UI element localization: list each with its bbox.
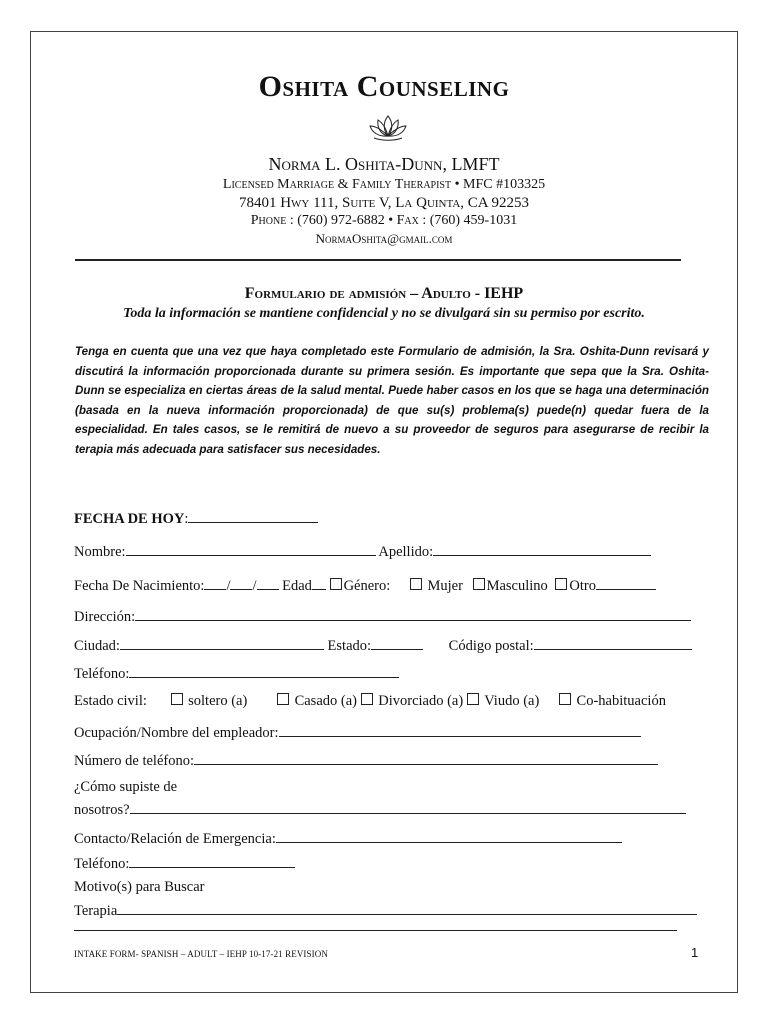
phone-field[interactable] [129, 663, 399, 678]
last-name-field[interactable] [433, 541, 651, 556]
referral-label-line2: nosotros? [74, 802, 130, 818]
phone-number-field[interactable] [194, 750, 658, 765]
address-line: 78401 Hwy 111, Suite V, La Quinta, CA 92253 [238, 195, 530, 211]
phone-label: Teléfono: [74, 666, 130, 682]
widowed-label: Viudo (a) [484, 693, 540, 709]
lotus-icon [368, 112, 408, 144]
today-date-colon: : [184, 511, 189, 527]
first-name-label: Nombre: [74, 544, 126, 560]
phone-number-label: Número de teléfono: [74, 753, 194, 769]
reason-row [74, 900, 697, 920]
intake-form-page [30, 31, 738, 993]
emergency-contact-label: Contacto/Relación de Emergencia: [74, 831, 276, 847]
today-date-field[interactable] [188, 508, 318, 523]
marital-status-label: Estado civil: [74, 693, 147, 709]
address-row [74, 606, 691, 626]
other-field[interactable] [596, 575, 656, 590]
phone-fax-line: Phone : (760) 972-6882 • Fax : (760) 459-1031 [250, 213, 518, 228]
city-row [74, 635, 692, 655]
reason-label-line1: Motivo(s) para Buscar [74, 879, 205, 895]
referral-field[interactable] [130, 799, 686, 814]
name-row [74, 541, 651, 561]
dob-row [74, 575, 656, 595]
emergency-phone-row [74, 853, 295, 873]
male-checkbox[interactable] [473, 578, 485, 590]
revision-footer: INTAKE FORM- SPANISH – ADULT – IEHP 10-17-21 REVISION [74, 949, 328, 959]
email-line: NormaOshita@gmail.com [315, 231, 453, 246]
referral-label-line1: ¿Cómo supiste de [74, 779, 178, 795]
emergency-contact-row [74, 828, 622, 848]
city-field[interactable] [120, 635, 324, 650]
gender-label: Género: [343, 578, 391, 594]
age-label: Edad [282, 578, 312, 594]
occupation-label: Ocupación/Nombre del empleador: [74, 725, 279, 741]
page-number: 1 [691, 945, 699, 960]
dob-separator: / [226, 578, 231, 594]
cohabitation-label: Co-habituación [576, 693, 666, 709]
divorced-label: Divorciado (a) [378, 693, 464, 709]
married-label: Casado (a) [294, 693, 357, 709]
marital-status-row [74, 693, 666, 710]
state-label: Estado: [327, 638, 372, 654]
single-label: soltero (a) [188, 693, 248, 709]
referral-row [74, 799, 686, 819]
state-field[interactable] [371, 635, 423, 650]
phone-row [74, 663, 399, 683]
form-title: Formulario de admisión – Adulto - IEHP [244, 285, 524, 302]
dob-year-field[interactable] [257, 575, 279, 590]
gender-checkbox[interactable] [330, 578, 342, 590]
first-name-field[interactable] [126, 541, 376, 556]
married-checkbox[interactable] [277, 693, 289, 705]
address-field[interactable] [135, 606, 691, 621]
age-field[interactable] [312, 575, 326, 590]
header-divider [75, 259, 681, 261]
city-label: Ciudad: [74, 638, 120, 654]
dob-separator: / [252, 578, 257, 594]
today-date-row [74, 508, 318, 528]
single-checkbox[interactable] [171, 693, 183, 705]
occupation-field[interactable] [279, 722, 641, 737]
dob-day-field[interactable] [230, 575, 252, 590]
emergency-phone-field[interactable] [129, 853, 295, 868]
phone-number-row [74, 750, 658, 770]
reason-label-line2: Terapia [74, 903, 118, 919]
address-label: Dirección: [74, 609, 136, 625]
zip-field[interactable] [534, 635, 692, 650]
female-checkbox[interactable] [410, 578, 422, 590]
female-label: Mujer [427, 578, 463, 594]
practice-name: Oshita Counseling [258, 70, 510, 103]
reason-extra-line[interactable] [74, 930, 677, 931]
therapist-name: Norma L. Oshita-Dunn, LMFT [268, 154, 500, 174]
cohabitation-checkbox[interactable] [559, 693, 571, 705]
last-name-label: Apellido: [378, 544, 434, 560]
dob-label: Fecha De Nacimiento: [74, 578, 205, 594]
occupation-row [74, 722, 641, 742]
confidentiality-note: Toda la información se mantiene confidencial y no se divulgará sin su permiso por escrito. [123, 306, 645, 321]
today-date-label: FECHA DE HOY [74, 511, 185, 527]
other-label: Otro [569, 578, 597, 594]
emergency-phone-label: Teléfono: [74, 856, 130, 872]
emergency-contact-field[interactable] [276, 828, 622, 843]
other-checkbox[interactable] [555, 578, 567, 590]
zip-label: Código postal: [448, 638, 534, 654]
divorced-checkbox[interactable] [361, 693, 373, 705]
intake-notice: Tenga en cuenta que una vez que haya completado este Formulario de admisión, la Sra. Oshita-Dunn revisará y discutirá la información proporcionada durante su primera sesión. Es importante que sepa que la Sra. Oshita-Dunn se especializa en ciertas áreas de la salud mental. Puede haber casos en los que se haga una determinación (basada en la nueva información proporcionada) de que su(s) problema(s) puede(n) quedar fuera de la especialidad. En tales casos, se le remitirá de nuevo a su proveedor de seguros para asegurarse de recibir la terapia más adecuada para satisfacer sus necesidades. [75, 345, 709, 456]
widowed-checkbox[interactable] [467, 693, 479, 705]
male-label: Masculino [486, 578, 548, 594]
dob-month-field[interactable] [204, 575, 226, 590]
license-line: Licensed Marriage & Family Therapist • MFC #103325 [222, 177, 546, 192]
reason-field[interactable] [117, 900, 697, 915]
